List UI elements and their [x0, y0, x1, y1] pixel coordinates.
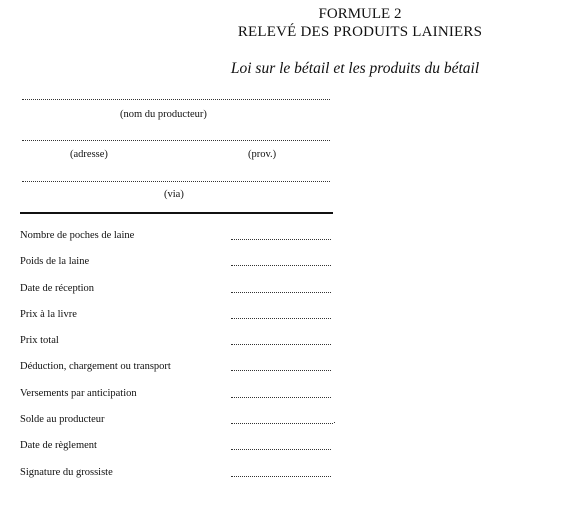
section-divider [20, 212, 333, 214]
form-row [20, 224, 340, 250]
province-caption: (prov.) [248, 149, 277, 160]
row-blank-field[interactable] [231, 370, 331, 371]
row-blank-field[interactable] [231, 449, 331, 450]
producer-name-caption: (nom du producteur) [120, 109, 207, 120]
row-blank-field[interactable] [231, 397, 331, 398]
statement-fields [20, 224, 340, 487]
address-caption: (adresse) [70, 149, 108, 160]
row-blank-field[interactable] [231, 476, 331, 477]
row-label: Prix total [20, 335, 59, 347]
form-row [20, 329, 340, 355]
row-label: Solde au producteur [20, 414, 105, 426]
form-row [20, 277, 340, 303]
row-label: Versements par anticipation [20, 387, 137, 399]
row-label: Nombre de poches de laine [20, 230, 135, 241]
row-label: Date de réception [20, 282, 95, 294]
form-row [20, 434, 340, 460]
row-blank-field[interactable] [231, 344, 331, 345]
form-subtitle: RELEVÉ DES PRODUITS LAINIERS [237, 24, 483, 40]
row-label: Poids de la laine [20, 256, 90, 268]
row-blank-field[interactable] [231, 318, 331, 319]
row-blank-field[interactable] [231, 292, 331, 293]
address-line[interactable] [22, 140, 330, 141]
law-title: Loi sur le bétail et les produits du bétail [230, 60, 480, 77]
form-row [20, 303, 340, 329]
row-blank-field[interactable] [231, 265, 331, 266]
form-number-title: FORMULE 2 [318, 6, 402, 22]
via-line[interactable] [22, 181, 330, 182]
form-row [20, 355, 340, 381]
form-row [20, 461, 340, 487]
form-row [20, 382, 340, 408]
form-row [20, 250, 340, 276]
row-label: Prix à la livre [20, 308, 77, 320]
row-blank-field[interactable] [231, 239, 331, 240]
row-label: Date de règlement [20, 440, 97, 452]
producer-name-line[interactable] [22, 99, 330, 100]
row-label: Déduction, chargement ou transport [20, 361, 171, 373]
row-blank-field[interactable] [231, 423, 333, 424]
row-label: Signature du grossiste [20, 466, 113, 478]
via-caption: (via) [164, 189, 184, 200]
form-row [20, 408, 340, 434]
